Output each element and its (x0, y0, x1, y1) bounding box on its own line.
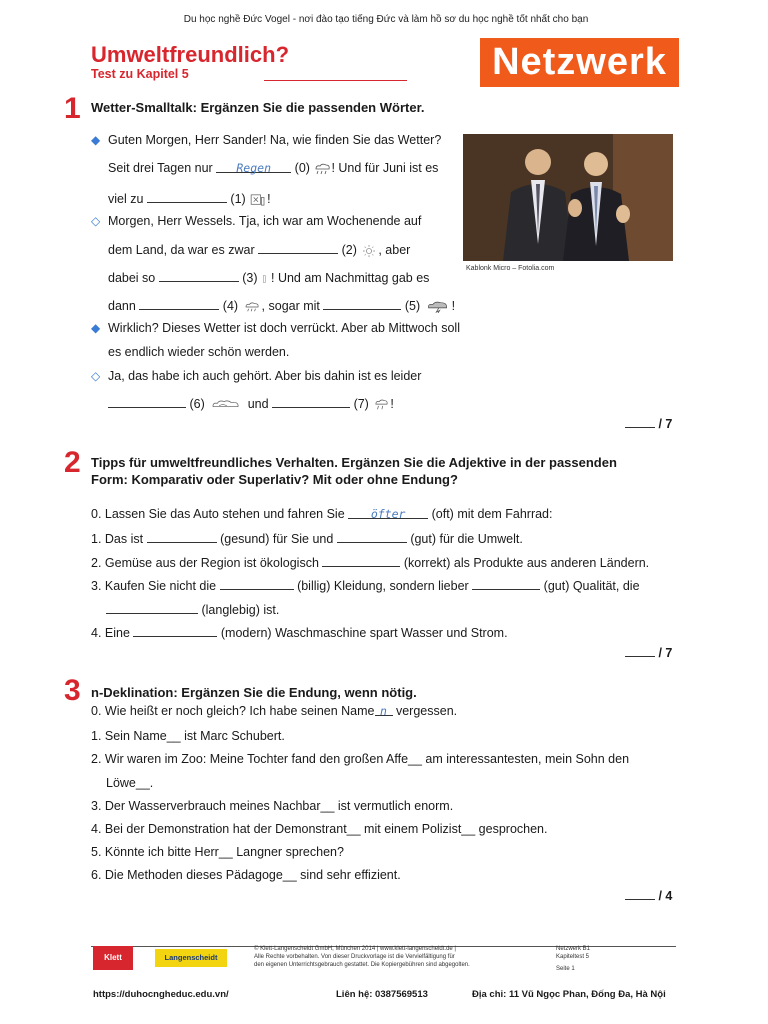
score-field[interactable] (625, 417, 655, 428)
s1-line-h: ◆ Wirklich? Dieses Wetter ist doch verrückt. Aber ab Mittwoch soll (91, 321, 460, 335)
page-subtitle: Test zu Kapitel 5 (91, 67, 189, 81)
copyright-notice: © Klett-Langenscheidt GmbH, München 2014 | www.klett-langenscheidt.de | Alle Rechte vorbehalten. Von dieser Druckvorlage ist die Vervielfältigung für den eigenen Unterrichtsgebrauch gestattet. Die Kopiergebühren sind abgegolten. (254, 946, 470, 968)
s1-line-b: Seit drei Tagen nur Regen (0) ! Und für Juni ist es (108, 161, 439, 175)
s1-line-d: ◇ Morgen, Herr Wessels. Tja, ich war am Wochenende auf (91, 214, 422, 228)
page-title: Umweltfreundlich? (91, 42, 290, 67)
address: Địa chỉ: 11 Vũ Ngọc Phan, Đống Đa, Hà Nội (472, 989, 666, 1000)
section-3-score: / 4 (625, 889, 672, 903)
photo-caption: Kablonk Micro – Fotolia.com (466, 265, 555, 272)
score-field[interactable] (625, 889, 655, 900)
s3-item-2-cont: Löwe__. (106, 776, 154, 790)
book-info: Netzwerk B1 Kapiteltest 5 Seite 1 (556, 946, 591, 972)
section-1-number: 1 (64, 92, 81, 125)
section-2-heading-2: Form: Komparativ oder Superlativ? Mit oder ohne Endung? (91, 472, 458, 487)
answer-7-field[interactable] (272, 395, 350, 408)
s2-answer-3c-field[interactable] (106, 601, 198, 614)
answer-6-field[interactable] (108, 395, 186, 408)
s2-item-2: 2. Gemüse aus der Region ist ökologisch (korrekt) als Produkte aus anderen Ländern. (91, 556, 650, 570)
s2-item-3-cont: (langlebig) ist. (106, 601, 279, 618)
s1-line-c: viel zu (1) ! (108, 192, 271, 206)
section-2-score: / 7 (625, 646, 672, 660)
s3-item-2: 2. Wir waren im Zoo: Meine Tochter fand den großen Affe__ am interessantesten, mein Sohn den (91, 752, 630, 766)
s2-item-4: 4. Eine (modern) Waschmaschine spart Wasser und Strom. (91, 626, 508, 640)
businessmen-photo (463, 134, 673, 261)
s1-line-j: ◇ Ja, das habe ich auch gehört. Aber bis dahin ist es leider (91, 369, 422, 383)
s3-item-1: 1. Sein Name__ ist Marc Schubert. (91, 729, 285, 743)
s2-answer-1a-field[interactable] (147, 530, 217, 543)
website-link[interactable]: https://duhocngheduc.edu.vn/ (93, 989, 229, 1000)
contact-phone: Liên hệ: 0387569513 (336, 989, 428, 1000)
s2-item-3: 3. Kaufen Sie nicht die (billig) Kleidung, sondern lieber (gut) Qualität, die (91, 579, 640, 593)
answer-4-field[interactable] (139, 297, 219, 310)
thermometer-cold-icon (249, 194, 267, 206)
section-3-heading: n-Deklination: Ergänzen Sie die Endung, wenn nötig. (91, 685, 417, 700)
s2-item-1: 1. Das ist (gesund) für Sie und (gut) für die Umwelt. (91, 532, 523, 546)
sun-icon (360, 245, 378, 257)
s1-line-i: es endlich wieder schön werden. (108, 345, 290, 359)
s2-answer-4-field[interactable] (133, 624, 217, 637)
s2-answer-3b-field[interactable] (472, 577, 540, 590)
thunderstorm-icon (242, 301, 262, 313)
section-3-number: 3 (64, 674, 81, 707)
s2-item-0: 0. Lassen Sie das Auto stehen und fahren Sie öfter (oft) mit dem Fahrrad: (91, 507, 553, 521)
s2-answer-0-field[interactable]: öfter (348, 506, 428, 519)
section-1-score: / 7 (625, 417, 672, 431)
s1-line-k: (6) und (7) ! (108, 395, 394, 412)
answer-5-field[interactable] (323, 297, 401, 310)
name-field-line[interactable] (264, 80, 407, 81)
rain-icon (372, 399, 390, 411)
klett-logo: Klett (93, 946, 133, 970)
s3-item-5: 5. Könnte ich bitte Herr__ Langner sprechen? (91, 845, 344, 859)
clouds-icon (208, 399, 244, 411)
rain-cloud-icon (313, 163, 331, 175)
section-2-heading-1: Tipps für umweltfreundliches Verhalten. Ergänzen Sie die Adjektive in der passenden (91, 455, 617, 470)
filled-diamond-icon: ◆ (91, 133, 101, 147)
langenscheidt-logo: Langenscheidt (155, 949, 227, 967)
s1-line-g: dann (4) , sogar mit (5) ! (108, 299, 456, 313)
answer-2-field[interactable] (258, 241, 338, 254)
hollow-diamond-icon: ◇ (91, 214, 101, 228)
s3-item-4: 4. Bei der Demonstration hat der Demonstrant__ mit einem Polizist__ gesprochen. (91, 822, 548, 836)
s2-answer-3a-field[interactable] (220, 577, 294, 590)
answer-1-field[interactable] (147, 190, 227, 203)
s1-line-a: ◆ Guten Morgen, Herr Sander! Na, wie finden Sie das Wetter? (91, 133, 442, 147)
s1-line-e: dem Land, da war es zwar (2) , aber (108, 243, 411, 257)
section-1-heading: Wetter-Smalltalk: Ergänzen Sie die passenden Wörter. (91, 100, 425, 115)
thermometer-hot-icon (261, 273, 271, 285)
section-2-number: 2 (64, 446, 81, 479)
s3-item-6: 6. Die Methoden dieses Pädagoge__ sind sehr effizient. (91, 868, 401, 882)
filled-diamond-icon: ◆ (91, 321, 101, 335)
s3-item-3: 3. Der Wasserverbrauch meines Nachbar__ ist vermutlich enorm. (91, 799, 454, 813)
s2-answer-2-field[interactable] (322, 554, 400, 567)
top-banner: Du học nghề Đức Vogel - nơi đào tạo tiếng Đức và làm hồ sơ du học nghề tốt nhất cho bạn (183, 14, 589, 25)
score-field[interactable] (625, 646, 655, 657)
lightning-cloud-icon (424, 301, 452, 313)
netzwerk-logo: Netzwerk (480, 38, 679, 87)
hollow-diamond-icon: ◇ (91, 369, 101, 383)
answer-0-field[interactable]: Regen (216, 160, 291, 173)
s1-line-f: dabei so (3) ! Und am Nachmittag gab es (108, 271, 430, 285)
s3-item-0: 0. Wie heißt er noch gleich? Ich habe seinen Name n vergessen. (91, 704, 458, 718)
answer-3-field[interactable] (159, 269, 239, 282)
s2-answer-1b-field[interactable] (337, 530, 407, 543)
s3-answer-0-field[interactable]: n (375, 703, 393, 716)
photo-illustration (463, 134, 673, 261)
